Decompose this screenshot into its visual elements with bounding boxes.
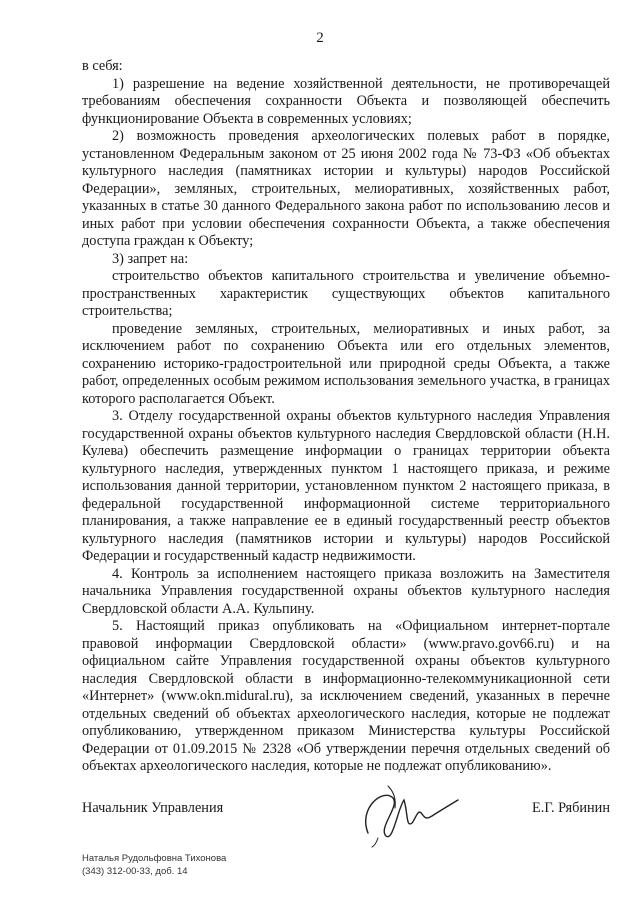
paragraph: строительство объектов капитального строительства и увеличение объемно-пространственных характеристик существующих объектов капитального строительства; bbox=[82, 268, 610, 319]
executor-phone: (343) 312-00-33, доб. 14 bbox=[82, 866, 188, 877]
paragraph: 3) запрет на: bbox=[112, 250, 189, 267]
signature-block bbox=[82, 800, 610, 840]
paragraph: 4. Контроль за исполнением настоящего приказа возложить на Заместителя начальника Управления государственной охраны объектов культурного наследия Свердловской области А.А. Кульпину. bbox=[82, 565, 610, 617]
paragraph: 2) возможность проведения археологических полевых работ в порядке, установленном Федеральным законом от 25 июня 2002 года № 73-ФЗ «Об объектах культурного наследия (памятниках истории и культуры) народов Российской Федерации», земляных, строительных, мелиоративных, хозяйственных работ, указанных в статье 30 данного Федерального закона работ по использованию лесов и иных работ при условии обеспечения сохранности Объекта, а также обеспечения доступа граждан к Объекту; bbox=[82, 128, 610, 249]
paragraph: 1) разрешение на ведение хозяйственной деятельности, не противоречащей требованиям обеспечения сохранности Объекта и позволяющей обеспечить функционирование Объекта в современных условиях; bbox=[82, 75, 610, 127]
signer-name: Е.Г. Рябинин bbox=[532, 800, 610, 816]
signer-position: Начальник Управления bbox=[82, 800, 224, 816]
executor-info bbox=[82, 852, 226, 878]
page-number: 2 bbox=[316, 30, 324, 46]
paragraph: 3. Отделу государственной охраны объектов культурного наследия Управления государственной охраны объектов культурного наследия Свердловской области (Н.Н. Кулева) обеспечить размещение информации о границах территории объекта культурного наследия, утвержденных пунктом 1 настоящего приказа, и режиме использования данной территории, установленном пунктом 2 настоящего приказа, в федеральной государственной информационной системе территориального планирования, а также направление ее в единый государственный реестр объектов культурного наследия (памятников истории и культуры) народов Российской Федерации и государственный кадастр недвижимости. bbox=[82, 408, 610, 564]
paragraph: в себя: bbox=[82, 58, 123, 74]
document-body bbox=[82, 58, 610, 776]
executor-name: Наталья Рудольфовна Тихонова bbox=[82, 853, 227, 864]
paragraph: проведение земляных, строительных, мелиоративных и иных работ, за исключением работ по сохранению Объекта или его отдельных элементов, сохранению историко-градостроительной или природной среды Объекта, а также работ, определенных особым режимом использования земельного участка, в границах которого располагается Объект. bbox=[82, 320, 610, 407]
paragraph: 5. Настоящий приказ опубликовать на «Официальном интернет-портале правовой информации Свердловской области» (www.pravo.gov66.ru) и на официальном сайте Управления государственной охраны объектов культурного наследия Свердловской области в информационно-телекоммуникационной сети «Интернет» (www.okn.midural.ru), за исключением сведений, указанных в перечне отдельных сведений об объектах археологического наследия, которые не подлежат опубликованию, утвержденном приказом Министерства культуры Российской Федерации от 01.09.2015 № 2328 «Об утверждении перечня отдельных сведений об объектах археологического наследия, которые не подлежат опубликованию». bbox=[82, 618, 610, 774]
